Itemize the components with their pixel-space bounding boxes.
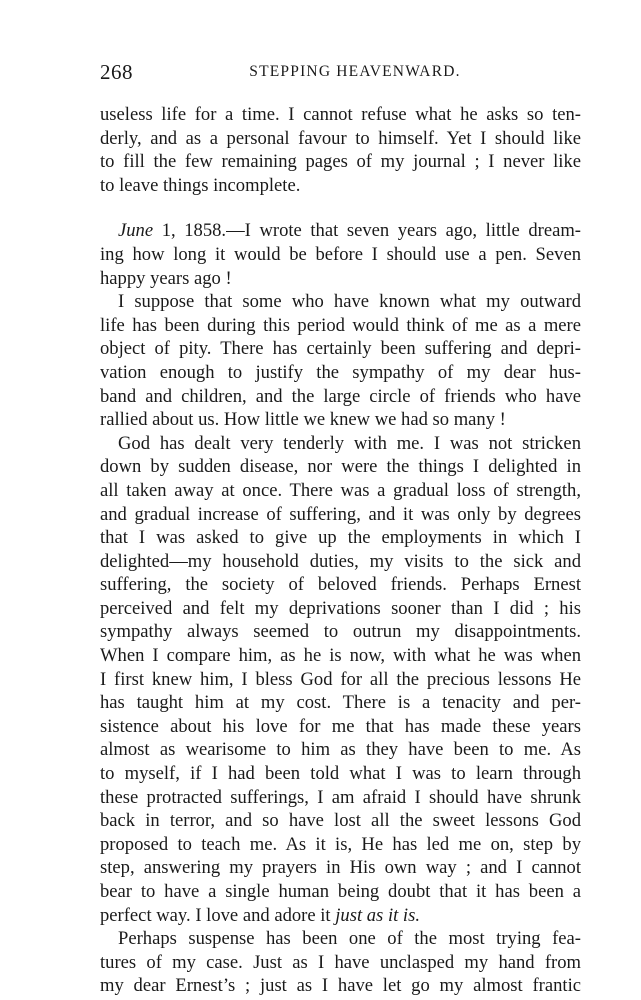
text-line: and gradual increase of suffering, and it was only by degrees [100, 503, 581, 525]
text-line: back in terror, and so have lost all the sweet lessons God [100, 810, 581, 832]
text-line: suffering, the society of beloved friends. Perhaps Ernest [100, 574, 581, 596]
text-line: God has dealt very tenderly with me. I was not stricken [118, 432, 581, 454]
text-line: bear to have a single human being doubt that it has been a [100, 881, 581, 902]
paragraph-5 [100, 927, 581, 998]
text-line: happy years ago ! [100, 267, 232, 289]
text-line: sistence about his love for me that has made these years [100, 715, 581, 737]
text-line: useless life for a time. I cannot refuse what he asks so ten- [100, 104, 581, 125]
entry-date-rest: 1, 1858.—I wrote that seven years ago, little dream- [153, 220, 581, 242]
text-line: life has been during this period would think of me as a mere [100, 314, 581, 336]
paragraph-2 [100, 219, 581, 290]
text-line: almost as wearisome to him as they have been to me. As [100, 739, 581, 761]
text-line: When I compare him, as he is now, with what he was when [100, 645, 581, 667]
text-line: delighted—my household duties, my visits to the sick and [100, 550, 581, 572]
text-line: ing how long it would be before I should use a pen. Seven [100, 243, 581, 265]
text-line: derly, and as a personal favour to himself. Yet I should like [100, 127, 581, 149]
section-gap [100, 197, 581, 219]
text-line [100, 219, 581, 243]
entry-date-month: June [118, 220, 154, 242]
text-line: down by sudden disease, nor were the things I delighted in [100, 456, 581, 478]
text-line: to fill the few remaining pages of my journal ; I never like [100, 151, 581, 173]
text-line: step, answering my prayers in His own way ; and I cannot [100, 857, 581, 879]
text-line: to myself, if I had been told what I was to learn through [100, 763, 581, 785]
final-line-italic: just as it is. [335, 904, 420, 926]
paragraph-1 [100, 103, 581, 197]
body-text [100, 103, 581, 998]
text-line: tures of my case. Just as I have unclasped my hand from [100, 951, 581, 973]
text-line: all taken away at once. There was a gradual loss of strength, [100, 479, 581, 501]
text-line: Perhaps suspense has been one of the most trying fea- [118, 928, 581, 950]
text-line: that I was asked to give up the employments in which I [100, 527, 581, 549]
text-line: to leave things incomplete. [100, 174, 301, 196]
text-line: I suppose that some who have known what my outward [118, 291, 581, 313]
text-line: proposed to teach me. As it is, He has led me on, step by [100, 833, 581, 855]
text-line: perceived and felt my deprivations sooner than I did ; his [100, 597, 581, 619]
text-line: has taught him at my cost. There is a tenacity and per- [100, 692, 581, 714]
text-line: rallied about us. How little we knew we had so many ! [100, 409, 506, 431]
text-line [100, 904, 581, 928]
page-header [100, 58, 580, 86]
final-line-plain: perfect way. I love and adore it [100, 904, 336, 926]
text-line: sympathy always seemed to outrun my disappointments. [100, 621, 581, 643]
text-line: my dear Ernest’s ; just as I have let go my almost frantic [100, 975, 581, 997]
text-line: object of pity. There has certainly been suffering and depri- [100, 338, 581, 360]
text-line: vation enough to justify the sympathy of my dear hus- [100, 361, 581, 383]
text-line: these protracted sufferings, I am afraid I should have shrunk [100, 786, 581, 808]
text-line: I first knew him, I bless God for all the precious lessons He [100, 668, 581, 690]
paragraph-4 [100, 432, 581, 927]
page-number: 268 [100, 60, 133, 84]
running-head: STEPPING HEAVENWARD. [249, 63, 461, 80]
paragraph-3 [100, 290, 581, 432]
text-line: band and children, and the large circle of friends who have [100, 385, 581, 407]
